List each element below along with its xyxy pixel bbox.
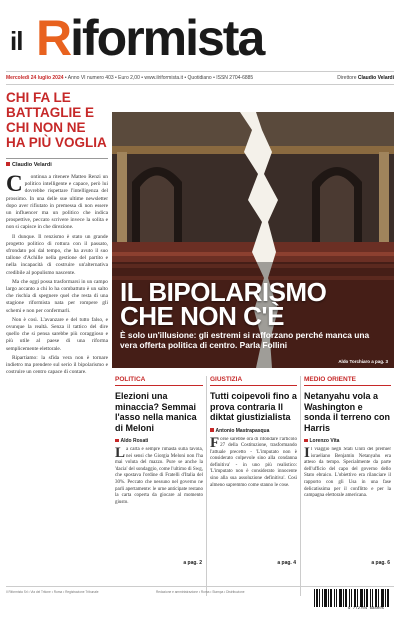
story-author-name: Antonio Mastrapasqua — [215, 427, 270, 434]
issue-info — [6, 75, 253, 81]
story-text: orse sarebbe ora di rifondare l'articolo 27 della Costituzione, trasformando l'attuale precetto - 'L'imputato non è considerato colpevole sino alla condanna definitiva' - in uno più realistico: 'L'imputato non è considerato innocente sino alla sua assoluzione definitiva'. Così almeno sapremmo come stanno le cose. — [210, 436, 297, 488]
director-credit — [337, 75, 394, 81]
lead-paragraph: Il dunque. Il renzismo è stato un grande progetto politico di rottura con il passato, sfrondato poi dal tempo, che ha avuto il suo tallone d'Achille nella gestione del partito e nella incapacità di costruire un'alternativa credibile al populismo nascente. — [6, 233, 108, 276]
section-label: MEDIO ORIENTE — [304, 376, 391, 386]
director-label: Direttore — [337, 75, 357, 81]
barcode-icon — [314, 589, 390, 607]
hero-headline[interactable] — [120, 277, 327, 331]
logo-word: iformista — [70, 10, 264, 66]
hero-story[interactable] — [112, 112, 394, 368]
footer — [6, 586, 394, 613]
story-author-name: Aldo Rosati — [120, 438, 149, 444]
story-author-name: Lorenzo Vita — [309, 438, 340, 444]
lead-paragraph: ontinua a ritenere Matteo Renzi un politico intelligente e capace, però lui dovrebbe rispettare l'intelligenza del prossimo. In una delle sue ultime newsletter dopo aver rifiutato in premessa di non essere un influencer ma un politico che indica prospettive, peccato scrivere invece la solita e non si capisce in che direzione. — [6, 174, 108, 231]
story-headline[interactable]: Elezioni una minaccia? Semmai l'asso nella manica di Meloni — [115, 391, 197, 433]
story-dropcap: L — [115, 447, 126, 461]
lead-paragraph: Non è così. L'avanzare e del tutto falso, e ovunque la realtà. Senza il tattico del dire quello che si pensa sarebbe più coraggioso e più utile al paese di una riforma semplicemente elettorale. — [6, 316, 108, 352]
logo — [36, 10, 263, 66]
story-page-ref[interactable]: a pag. 2 — [183, 560, 202, 566]
story-page-ref[interactable]: a pag. 6 — [371, 560, 390, 566]
bullet-icon — [115, 439, 119, 443]
lead-editorial — [6, 90, 108, 616]
footer-imprint: Redazione e amministrazione • Roma • Stampa • Distribuzione — [156, 590, 245, 594]
dateline — [6, 71, 394, 85]
hero-credit[interactable]: Aldo Torchiaro a pag. 3 — [338, 359, 388, 364]
logo-accent-letter: R — [36, 10, 71, 66]
hero-subtitle: È solo un'illusione: gli estremi si rafforzano perché manca una vera offerta politica di centro. Parla Follini — [120, 330, 370, 350]
bullet-icon — [210, 428, 214, 432]
barcode-number: 9 772704 688005 — [347, 607, 384, 611]
story-author — [115, 438, 203, 444]
lead-paragraph: Ma che oggi possa trasformarsi in un campo largo accanto a chi lo ha combattuto è un salto che rischia di spegnere quel che resta di una stagione riformista nata per rompere gli schemi e non per confermarli. — [6, 278, 108, 314]
masthead — [0, 0, 400, 70]
lead-paragraph: Ripartiamo: la sfida vera non è tornare indietro ma prendere sul serio il bipolarismo e costruire un centro capace di contare. — [6, 354, 108, 376]
story-headline[interactable]: Tutti coipevoli fino a prova contraria Il diktat giustizialista — [210, 391, 297, 422]
lead-body — [6, 174, 108, 616]
director-name: Claudio Velardi — [357, 75, 394, 81]
logo-prefix: il — [10, 26, 23, 56]
section-label: POLITICA — [115, 376, 203, 386]
bullet-icon — [304, 439, 308, 443]
story-page-ref[interactable]: a pag. 4 — [277, 560, 296, 566]
story-giustizia[interactable] — [206, 376, 300, 596]
story-author — [304, 438, 391, 444]
story-body — [115, 447, 203, 565]
hero-headline-line2: CHE NON C'È — [120, 301, 284, 331]
story-text: a carta è sempre rimasta sulla tavola, nei sensi che Giorgia Meloni non l'ha mai voluta del mazzo. Pure se anche la 'dacia' del sondaggio, come l'ultimo di Swg, che spostava l'ordine di Fratelli d'Italia del 30%. Peccato che nessuno nel governo ne parli apertamente: le urne anticipate restano la carta coperta da giocare al momento giusto. — [115, 447, 203, 505]
issue-details: • Anno VI numero 403 • Euro 2,00 • www.ilriformista.it • Quotidiano • ISSN 2704-6885 — [64, 75, 254, 81]
lead-author-name: Claudio Velardi — [12, 162, 52, 168]
story-text: l viaggio negli Stati Uniti del premier israeliano Benjamin Netanyahu era atteso da tempo. Specialmente da parte dell'ufficio del capo del governo dello Stato ebraico. L'obiettivo era rilanciare il rapporto con gli Usa in una fase delicatissima per il conflitto e per la campagna elettorale americana. — [304, 447, 391, 499]
story-medio-oriente[interactable] — [300, 376, 394, 596]
lead-author — [6, 158, 108, 168]
bullet-icon — [6, 162, 10, 166]
footer-publisher: Il Riformista Srl • Via del Tritone • Roma • Registrazione Tribunale — [6, 590, 99, 594]
section-label: GIUSTIZIA — [210, 376, 297, 386]
story-headline[interactable]: Netanyahu vola a Washington e sonda il terreno con Harris — [304, 391, 391, 433]
secondary-stories — [112, 376, 394, 596]
lead-headline[interactable]: CHI FA LE BATTAGLIE E CHI NON NE HA PIÙ VOGLIA — [6, 90, 107, 150]
story-body — [210, 437, 297, 555]
story-politica[interactable] — [112, 376, 206, 596]
lead-dropcap: C — [6, 174, 23, 196]
story-body — [304, 447, 391, 565]
hero-headline-line1: IL BIPOLARISMO — [120, 277, 327, 307]
story-dropcap: I — [304, 447, 310, 461]
story-author — [210, 428, 297, 434]
issue-date: Mercoledì 24 luglio 2024 — [6, 75, 64, 81]
story-dropcap: F — [210, 436, 220, 451]
